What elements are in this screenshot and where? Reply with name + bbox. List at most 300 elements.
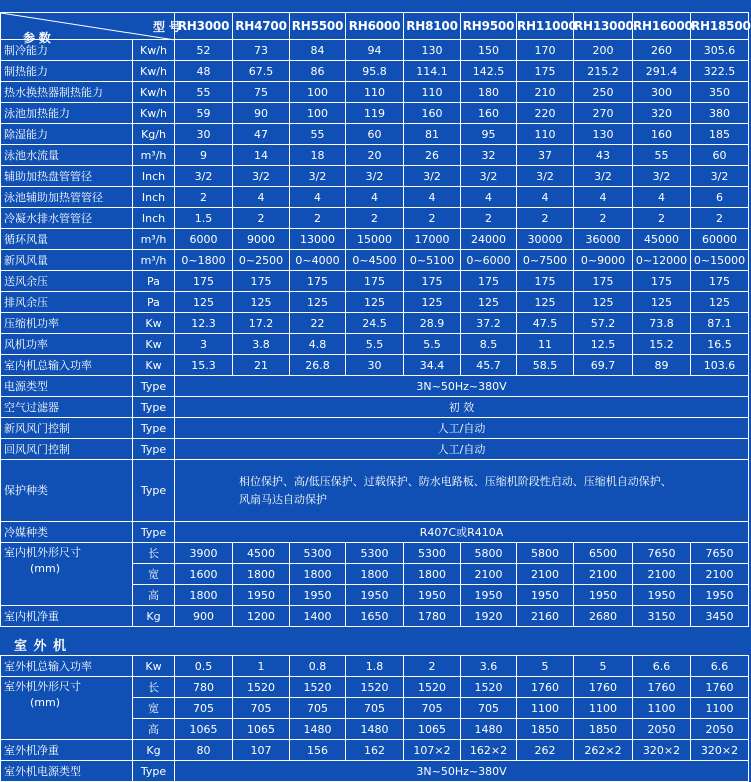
value-cell: 160 [461,103,517,124]
model-header: RH4700 [233,13,290,40]
value-cell: 1520 [233,677,290,698]
value-cell: 37 [517,145,574,166]
value-cell: 4 [404,187,461,208]
value-cell: 1650 [346,606,404,627]
row-label: 冷凝水排水管管径 [1,208,133,229]
model-header: RH11000 [517,13,574,40]
value-cell: 320 [633,103,691,124]
unit-cell: Inch [133,166,175,187]
value-cell: 26 [404,145,461,166]
value-cell: 1780 [404,606,461,627]
value-cell: 6500 [574,543,633,564]
value-cell: 215.2 [574,61,633,82]
model-header: RH16000 [633,13,691,40]
table-row [1,656,749,677]
row-label: 排风余压 [1,292,133,313]
value-cell: 142.5 [461,61,517,82]
value-cell: 125 [404,292,461,313]
value-cell: 47 [233,124,290,145]
value-cell: 15.3 [175,355,233,376]
value-cell: 1065 [404,719,461,740]
value-cell: 1100 [517,698,574,719]
value-cell: 185 [691,124,749,145]
value-cell: 107 [233,740,290,761]
value-cell: 125 [574,292,633,313]
value-cell: 156 [290,740,346,761]
value-cell: 125 [461,292,517,313]
value-cell: 3 [175,334,233,355]
value-cell: 13000 [290,229,346,250]
value-cell: 15.2 [633,334,691,355]
value-cell: 1800 [233,564,290,585]
unit-cell: Kg [133,740,175,761]
unit-cell: Kw [133,313,175,334]
value-cell: 1.8 [346,656,404,677]
value-cell: 4 [517,187,574,208]
value-cell: 705 [346,698,404,719]
unit-cell: m³/h [133,229,175,250]
value-cell: 220 [517,103,574,124]
value-cell: 3450 [691,606,749,627]
value-cell: 18 [290,145,346,166]
value-cell: 5300 [346,543,404,564]
value-cell: 250 [574,82,633,103]
value-cell: 2680 [574,606,633,627]
value-cell: 5.5 [404,334,461,355]
value-cell: 350 [691,82,749,103]
value-cell: 28.9 [404,313,461,334]
value-cell: 2 [633,208,691,229]
value-cell: 1950 [346,585,404,606]
value-cell: 160 [404,103,461,124]
unit-cell: Kw/h [133,40,175,61]
model-header: RH9500 [461,13,517,40]
value-cell: 322.5 [691,61,749,82]
value-cell: 26.8 [290,355,346,376]
row-label: 电源类型 [1,376,133,397]
value-cell: 5.5 [346,334,404,355]
value-cell: 87.1 [691,313,749,334]
value-cell: 262×2 [574,740,633,761]
table-row [1,292,749,313]
table-row [1,606,749,627]
value-cell: 11 [517,334,574,355]
unit-cell: m³/h [133,145,175,166]
value-cell: 16.5 [691,334,749,355]
value-cell: 58.5 [517,355,574,376]
unit-cell: Pa [133,271,175,292]
value-cell: 130 [574,124,633,145]
value-cell: 2 [404,656,461,677]
value-cell: 2 [574,208,633,229]
value-cell: 1520 [346,677,404,698]
value-cell: 2 [233,208,290,229]
value-cell: 170 [517,40,574,61]
value-cell: 160 [633,124,691,145]
value-cell: 180 [461,82,517,103]
value-cell: 162 [346,740,404,761]
table-row [1,208,749,229]
unit-cell: Type [133,397,175,418]
value-cell: 1760 [517,677,574,698]
value-cell: 110 [404,82,461,103]
value-cell: 200 [574,40,633,61]
row-label: 泳池辅助加热管管径 [1,187,133,208]
value-cell: 175 [574,271,633,292]
value-cell: 7650 [633,543,691,564]
table-row [1,82,749,103]
dims-label-line-1: 室外机外形尺寸 [4,680,81,693]
value-cell: 1950 [233,585,290,606]
value-cell: 0~9000 [574,250,633,271]
table-row [1,229,749,250]
value-cell: 175 [290,271,346,292]
value-cell: 300 [633,82,691,103]
row-label: 制冷能力 [1,40,133,61]
row-label: 压缩机功率 [1,313,133,334]
value-cell: 1850 [574,719,633,740]
table-row [1,61,749,82]
value-cell: 110 [346,82,404,103]
value-cell: 1480 [346,719,404,740]
value-cell: 55 [290,124,346,145]
value-cell: 3/2 [290,166,346,187]
value-cell: 175 [175,271,233,292]
unit-cell: Kg [133,606,175,627]
value-cell: 3150 [633,606,691,627]
value-cell: 1950 [404,585,461,606]
value-cell: 2160 [517,606,574,627]
protection-value-cell [175,460,749,522]
value-cell: 110 [517,124,574,145]
value-cell: 0.8 [290,656,346,677]
value-cell: 1800 [346,564,404,585]
value-cell: 0~6000 [461,250,517,271]
value-cell: 5800 [461,543,517,564]
value-cell: 100 [290,82,346,103]
table-row [1,250,749,271]
value-cell: 94 [346,40,404,61]
row-label: 室外机净重 [1,740,133,761]
value-cell: 95.8 [346,61,404,82]
value-cell: 17000 [404,229,461,250]
value-cell: 24.5 [346,313,404,334]
value-cell: 1850 [517,719,574,740]
value-cell: 1950 [574,585,633,606]
unit-cell: Type [133,460,175,522]
value-cell: 0.5 [175,656,233,677]
value-cell: 2050 [633,719,691,740]
value-cell: 175 [461,271,517,292]
table-row [1,103,749,124]
value-cell: 1100 [633,698,691,719]
unit-cell: Kw [133,334,175,355]
value-cell: 0~5100 [404,250,461,271]
value-cell: 130 [404,40,461,61]
unit-cell: Pa [133,292,175,313]
value-cell: 5800 [517,543,574,564]
value-cell: 0~12000 [633,250,691,271]
value-cell: 73.8 [633,313,691,334]
value-cell: 2 [346,208,404,229]
value-cell: 3/2 [461,166,517,187]
value-cell: 125 [633,292,691,313]
value-cell: 5300 [404,543,461,564]
value-cell: 270 [574,103,633,124]
outdoor-spec-table [0,655,749,782]
value-cell: 43 [574,145,633,166]
value-cell: 2050 [691,719,749,740]
row-label: 保护种类 [1,460,133,522]
row-label: 室外机电源类型 [1,761,133,782]
value-cell: 12.5 [574,334,633,355]
value-cell: 1520 [404,677,461,698]
dims-label-line-1: 室内机外形尺寸 [4,546,81,559]
value-cell: 20 [346,145,404,166]
value-cell: 84 [290,40,346,61]
merged-value-cell: R407C或R410A [175,522,749,543]
value-cell: 1600 [175,564,233,585]
value-cell: 59 [175,103,233,124]
row-label: 室内机净重 [1,606,133,627]
unit-cell: Inch [133,208,175,229]
value-cell: 1800 [290,564,346,585]
unit-cell: Type [133,761,175,782]
value-cell: 162×2 [461,740,517,761]
value-cell: 210 [517,82,574,103]
value-cell: 705 [290,698,346,719]
value-cell: 175 [346,271,404,292]
value-cell: 900 [175,606,233,627]
value-cell: 80 [175,740,233,761]
table-row [1,740,749,761]
value-cell: 9 [175,145,233,166]
value-cell: 15000 [346,229,404,250]
protection-line-1: 相位保护、高/低压保护、过载保护、防水电路板、压缩机阶段性启动、压缩机自动保护、 [239,474,672,488]
value-cell: 2 [290,208,346,229]
value-cell: 8.5 [461,334,517,355]
value-cell: 75 [233,82,290,103]
merged-value-cell: 初 效 [175,397,749,418]
row-label: 风机功率 [1,334,133,355]
value-cell: 3/2 [233,166,290,187]
value-cell: 67.5 [233,61,290,82]
table-row [1,522,749,543]
value-cell: 55 [175,82,233,103]
value-cell: 69.7 [574,355,633,376]
unit-cell: Type [133,439,175,460]
unit-cell: Inch [133,187,175,208]
value-cell: 320×2 [691,740,749,761]
value-cell: 175 [233,271,290,292]
value-cell: 52 [175,40,233,61]
model-header: RH5500 [290,13,346,40]
value-cell: 47.5 [517,313,574,334]
value-cell: 2100 [461,564,517,585]
row-label: 冷媒种类 [1,522,133,543]
table-row [1,397,749,418]
merged-value-cell: 3N~50Hz~380V [175,761,749,782]
value-cell: 3/2 [175,166,233,187]
value-cell: 0~4000 [290,250,346,271]
value-cell: 1950 [290,585,346,606]
value-cell: 22 [290,313,346,334]
dims-label-line-2: (mm) [30,562,61,575]
value-cell: 5 [574,656,633,677]
outdoor-section-title: 室 外 机 [14,639,68,654]
value-cell: 90 [233,103,290,124]
value-cell: 5300 [290,543,346,564]
value-cell: 175 [517,61,574,82]
value-cell: 1760 [691,677,749,698]
value-cell: 5 [517,656,574,677]
value-cell: 24000 [461,229,517,250]
value-cell: 2 [691,208,749,229]
unit-cell: Kw/h [133,82,175,103]
value-cell: 1800 [404,564,461,585]
value-cell: 1065 [175,719,233,740]
outdoor-dims-label [1,677,133,740]
value-cell: 150 [461,40,517,61]
value-cell: 73 [233,40,290,61]
value-cell: 57.2 [574,313,633,334]
value-cell: 81 [404,124,461,145]
value-cell: 4 [633,187,691,208]
table-row [1,187,749,208]
value-cell: 1800 [175,585,233,606]
unit-cell: Kg/h [133,124,175,145]
merged-value-cell: 3N~50Hz~380V [175,376,749,397]
protection-line-2: 风扇马达自动保护 [239,492,327,506]
value-cell: 175 [404,271,461,292]
unit-cell: 宽 [133,698,175,719]
value-cell: 1520 [461,677,517,698]
value-cell: 30000 [517,229,574,250]
unit-cell: Kw/h [133,103,175,124]
value-cell: 1200 [233,606,290,627]
value-cell: 1480 [461,719,517,740]
value-cell: 1065 [233,719,290,740]
value-cell: 291.4 [633,61,691,82]
value-cell: 21 [233,355,290,376]
row-label: 新风风门控制 [1,418,133,439]
value-cell: 4 [574,187,633,208]
table-row [1,145,749,166]
value-cell: 3/2 [633,166,691,187]
value-cell: 3/2 [346,166,404,187]
unit-cell: Kw [133,355,175,376]
value-cell: 175 [691,271,749,292]
value-cell: 48 [175,61,233,82]
value-cell: 36000 [574,229,633,250]
value-cell: 0~4500 [346,250,404,271]
value-cell: 3/2 [574,166,633,187]
table-row [1,40,749,61]
indoor-spec-table [0,12,749,627]
value-cell: 1100 [574,698,633,719]
value-cell: 1 [233,656,290,677]
row-label: 循环风量 [1,229,133,250]
unit-cell: Kw/h [133,61,175,82]
value-cell: 2 [517,208,574,229]
row-label: 送风余压 [1,271,133,292]
unit-cell: Type [133,522,175,543]
row-label: 新风风量 [1,250,133,271]
table-row [1,313,749,334]
table-row [1,761,749,782]
value-cell: 125 [175,292,233,313]
value-cell: 2 [175,187,233,208]
unit-cell: 长 [133,543,175,564]
row-label: 室外机总输入功率 [1,656,133,677]
value-cell: 1.5 [175,208,233,229]
value-cell: 1760 [574,677,633,698]
value-cell: 103.6 [691,355,749,376]
value-cell: 4500 [233,543,290,564]
value-cell: 260 [633,40,691,61]
value-cell: 125 [517,292,574,313]
value-cell: 4 [346,187,404,208]
value-cell: 17.2 [233,313,290,334]
value-cell: 1950 [691,585,749,606]
value-cell: 34.4 [404,355,461,376]
table-row [1,376,749,397]
table-row [1,355,749,376]
value-cell: 1950 [517,585,574,606]
model-label: 型 号 [153,20,181,34]
value-cell: 2100 [574,564,633,585]
row-label: 回风风门控制 [1,439,133,460]
value-cell: 12.3 [175,313,233,334]
value-cell: 1400 [290,606,346,627]
table-row [1,460,749,522]
value-cell: 119 [346,103,404,124]
unit-cell: 宽 [133,564,175,585]
table-row [1,271,749,292]
value-cell: 2 [404,208,461,229]
value-cell: 6000 [175,229,233,250]
row-label: 泳池水流量 [1,145,133,166]
value-cell: 45.7 [461,355,517,376]
value-cell: 6.6 [691,656,749,677]
row-label: 空气过滤器 [1,397,133,418]
value-cell: 114.1 [404,61,461,82]
value-cell: 1950 [461,585,517,606]
value-cell: 175 [517,271,574,292]
value-cell: 30 [346,355,404,376]
value-cell: 2 [461,208,517,229]
value-cell: 305.6 [691,40,749,61]
value-cell: 262 [517,740,574,761]
value-cell: 3900 [175,543,233,564]
indoor-dims-label [1,543,133,606]
merged-value-cell: 人工/自动 [175,418,749,439]
unit-cell: 高 [133,719,175,740]
model-header: RH13000 [574,13,633,40]
value-cell: 1480 [290,719,346,740]
value-cell: 6 [691,187,749,208]
value-cell: 55 [633,145,691,166]
value-cell: 3.6 [461,656,517,677]
unit-cell: Type [133,376,175,397]
table-row [1,166,749,187]
unit-cell: 高 [133,585,175,606]
value-cell: 705 [461,698,517,719]
value-cell: 0~15000 [691,250,749,271]
value-cell: 175 [633,271,691,292]
value-cell: 4 [461,187,517,208]
model-header: RH8100 [404,13,461,40]
